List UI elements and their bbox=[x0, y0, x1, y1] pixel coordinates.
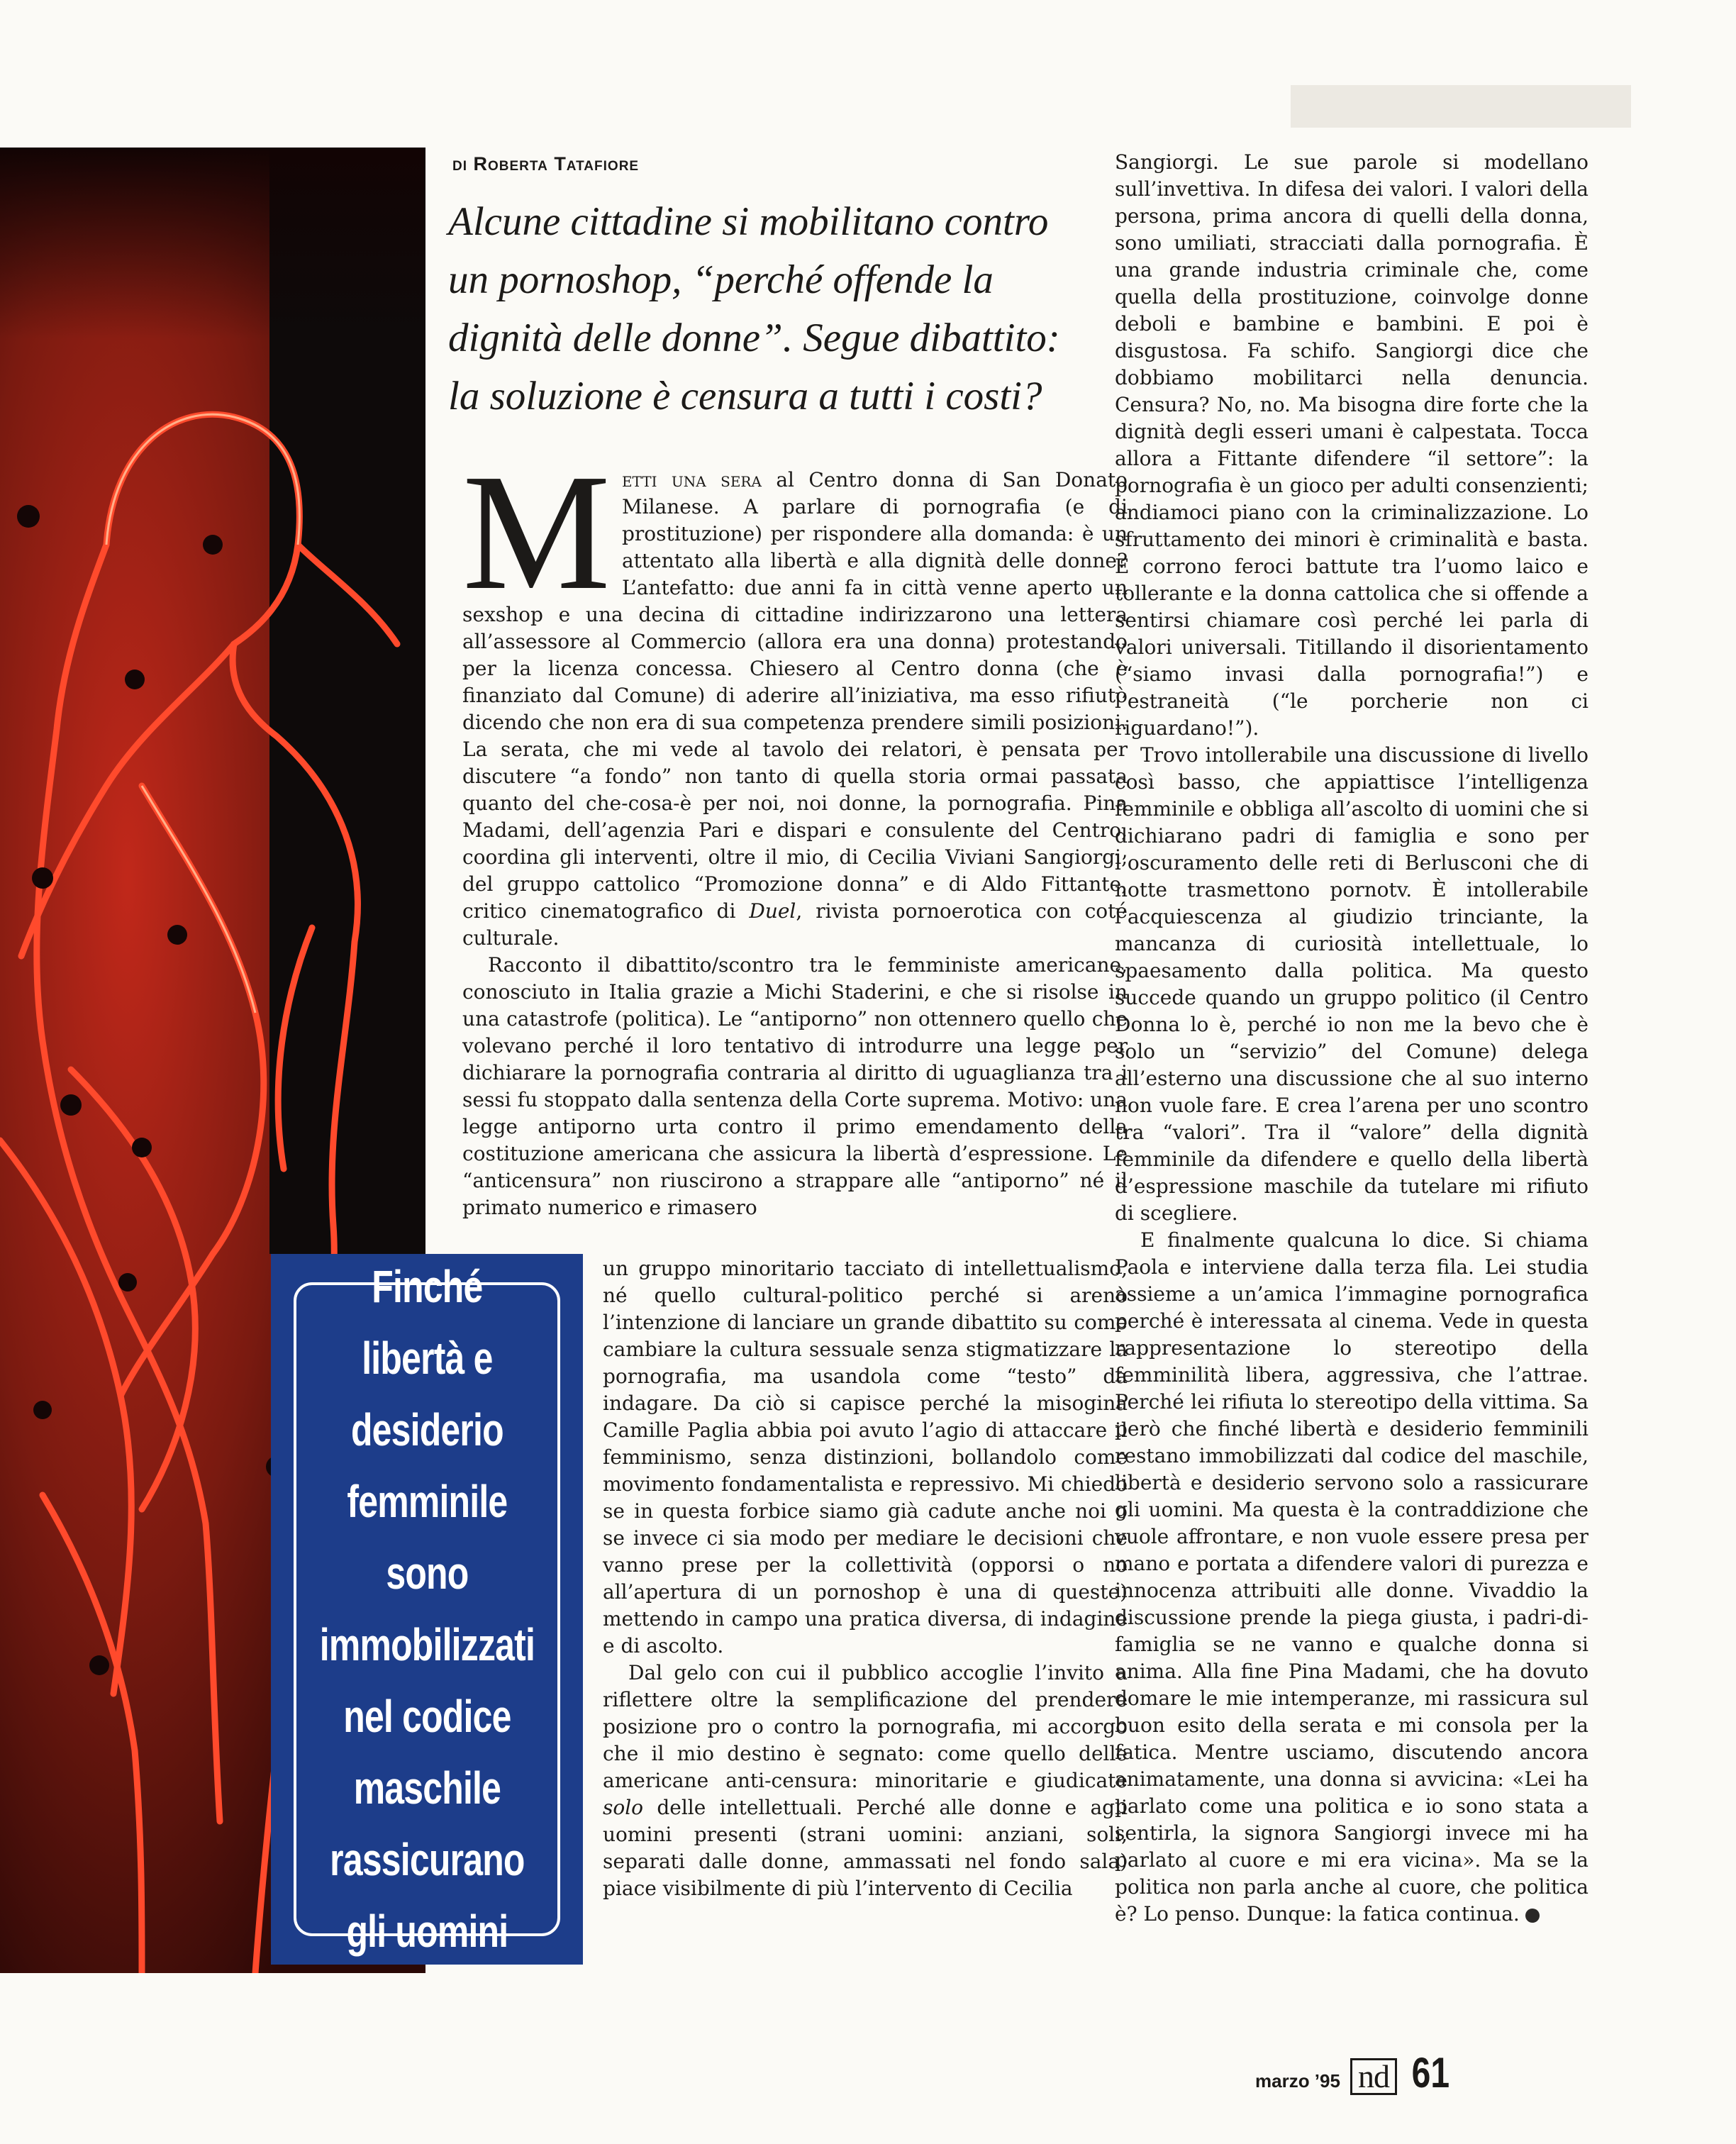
paragraph-5-text: E finalmente qualcuna lo dice. Si chiama Paola e interviene dalla terza fila. Lei studia assieme a un’amica l’immagine pornografica perché è interessata al cinema. Vede in questa rappresentazione lo stereotipo della femminilità libera, aggressiva, che l’attrae. Perché lei rifiuta lo stereotipo della vittima. Sa però che finché libertà e desiderio femminili restano immobilizzati dal codice del maschile, libertà e desiderio servono solo a rassicurare gli uomini. Ma questa è la contraddizione che vuole affrontare, e non vuole essere presa per mano e portata a difendere valori di purezza e innocenza attribuiti alle donne. Vivaddio la discussione prende la piega giusta, i padri-di-famiglia se ne vanno e qualche donna si anima. Alla fine Pina Madami, che ha dovuto domare le mie intemperanze, mi rassicura sul buon esito della serata e mi consola per la fatica. Mentre usciamo, discutendo ancora animatamente, una donna si avvicina: «Lei ha parlato come una politica e io sono stata a sentirla, la signora Sangiorgi invece mi ha parlato al cuore e mi era vicina». Ma se la politica non parla anche al cuore, che politica è? Lo penso. Dunque: la fatica continua. bbox=[1115, 1228, 1588, 1926]
article-paragraph-2: Racconto il dibattito/scontro tra le femministe americane, conosciuto in Italia grazie a Michi Staderini, e che si risolse in una catastrofe (politica). Le “antiporno” non ottennero quello che volevano perché il loro tentativo di introdurre una legge per dichiarare la pornografia contraria al diritto di uguaglianza tra i sessi fu stoppato dalla sentenza della Corte suprema. Motivo: una legge antiporno urta contro il primo emendamento della costituzione americana che assicura la libertà d’espressione. Le “anticensura” non riuscirono a strappare alle “antiporno” né il primato numerico e rimasero bbox=[462, 953, 1128, 1219]
paragraph-3-emphasis: solo bbox=[603, 1796, 644, 1819]
pull-quote-frame bbox=[294, 1261, 560, 1957]
article-paragraph-3 bbox=[603, 1660, 1128, 1902]
bleed-through-header bbox=[1291, 85, 1631, 128]
article-paragraph-3-continued: Sangiorgi. Le sue parole si modellano sull’invettiva. In difesa dei valori. I valori della persona, prima ancora di quelli della donna, sono umiliati, stracciati dalla pornografia. È una grande industria criminale che, come quella della prostituzione, coinvolge donne deboli e bambine e bambini. E poi è disgustosa. Fa schifo. Sangiorgi dice che dobbiamo mobilitarci nella denuncia. Censura? No, no. Ma bisogna dire forte che la dignità degli esseri umani è calpestata. Tocca allora a Fittante difendere “il settore”: la pornografia è un gioco per adulti consenzienti; andiamoci piano con la criminalizzazione. Lo sfruttamento dei minori è criminalità e basta. E corrono feroci battute tra l’uomo laico e tollerante e la donna cattolica che si offende a sentirsi chiamare così perché lei parla di valori universali. Titillando il disorientamento (“siamo invasi dalla pornografia!”) e l’estraneità (“le porcherie non ci riguardano!”). bbox=[1115, 150, 1588, 740]
pull-quote-box bbox=[271, 1254, 583, 1965]
end-mark-icon bbox=[1525, 1909, 1540, 1923]
article-column-1 bbox=[462, 440, 1128, 1221]
magazine-logo: nd bbox=[1350, 2058, 1397, 2095]
article-column-3 bbox=[1115, 149, 1588, 1928]
issue-date: marzo ’95 bbox=[1255, 2070, 1340, 2092]
article-column-2 bbox=[603, 1255, 1128, 1902]
paragraph-3-end: delle intellettuali. Perché alle donne e agli uomini presenti (strani uomini: anziani, soli, separati dalle donne, ammassati nel fondo sala) piace visibilmente di più l’intervento di Cecilia bbox=[603, 1796, 1128, 1900]
article-paragraph-4: Trovo intollerabile una discussione di livello così basso, che appiattisce l’intelligenza femminile e obbliga all’ascolto di uomini che si dichiarano padri di famiglia e sono per l’oscuramento delle reti di Berlusconi che di notte trasmettono pornotv. È intollerabile l’acquiescenza al giudizio trinciante, la mancanza di curiosità intellettuale, lo spaesamento dalla politica. Ma questo succede quando un gruppo politico (il Centro Donna lo è, perché io non me la bevo che è solo un “servizio” del Comune) delega all’esterno una discussione che al suo interno non vuole fare. E crea l’arena per uno scontro tra “valori”. Tra il “valore” della dignità femminile da difendere e quello della libertà d’espressione maschile da tutelare mi rifiuto di scegliere. bbox=[1115, 743, 1588, 1225]
page-footer bbox=[1255, 2048, 1454, 2097]
paragraph-3-text: Dal gelo con cui il pubblico accoglie l’invito a riflettere oltre la semplificazione del prendere posizione pro o contro la pornografia, mi accorgo che il mio destino è segnato: come quello delle americane anti-censura: minoritarie e giudicate bbox=[603, 1661, 1128, 1792]
magazine-title: Duel bbox=[749, 899, 796, 923]
drop-cap: M bbox=[462, 440, 611, 624]
article-paragraph-1 bbox=[462, 440, 1128, 952]
page-number: 61 bbox=[1411, 2049, 1450, 2096]
article-paragraph-2-continued: un gruppo minoritario tacciato di intellettualismo, né quello cultural-politico perché si arenò l’intenzione di lanciare un grande dibattito su come cambiare la cultura sessuale senza stigmatizzare la pornografia, ma usandola come “testo” da indagare. Da ciò si capisce perché la misogina Camille Paglia abbia poi avuto l’agio di attaccare il femminismo, senza distinzioni, bollandolo come movimento fondamentalista e repressivo. Mi chiedo se in questa forbice siamo già cadute anche noi o se invece ci sia modo per mediare le decisioni che vanno prese per la collettività (opporsi o no all’apertura di un pornoshop è una di queste) mettendo in campo una pratica diversa, di indagine e di ascolto. bbox=[603, 1257, 1128, 1657]
paragraph-1-end: , rivista pornoerotica con coté culturale. bbox=[462, 899, 1128, 950]
article-deck: Alcune cittadine si mobilitano contro un pornoshop, “perché offende la dignità delle donne”. Segue dibattito: la soluzione è censura a tutti i costi? bbox=[448, 199, 1060, 418]
pull-quote-text: Finché libertà e desiderio femminile sono immobilizzati nel codice maschile rassicurano gli uomini bbox=[319, 1261, 535, 1957]
paragraph-1-text: al Centro donna di San Donato Milanese. A parlare di pornografia (e di prostituzione) per rispondere alla domanda: è un attentato alla libertà e alla dignità delle donne? L’antefatto: due anni fa in città venne aperto un sexshop e una decina di cittadine indirizzarono una lettera all’assessore al Commercio (allora era una donna) protestando per la licenza concessa. Chiesero al Centro donna (che è finanziato dal Comune) di aderire all’iniziativa, ma esso rifiutò dicendo che non era di sua competenza prendere simili posizioni. La serata, che mi vede al tavolo dei relatori, è pensata per discutere “a fondo” non tanto di quella storia ormai passata quanto del che-cosa-è per noi, noi donne, la pornografia. Pina Madami, dell’agenzia Pari e dispari e consulente del Centro, coordina gli interventi, oltre il mio, di Cecilia Viviani Sangiorgi, del gruppo cattolico “Promozione donna” e di Aldo Fittante, critico cinematografico di bbox=[462, 468, 1128, 923]
lead-in: etti una sera bbox=[621, 468, 762, 491]
article-paragraph-5 bbox=[1115, 1227, 1588, 1928]
byline: di Roberta Tatafiore bbox=[452, 153, 640, 174]
